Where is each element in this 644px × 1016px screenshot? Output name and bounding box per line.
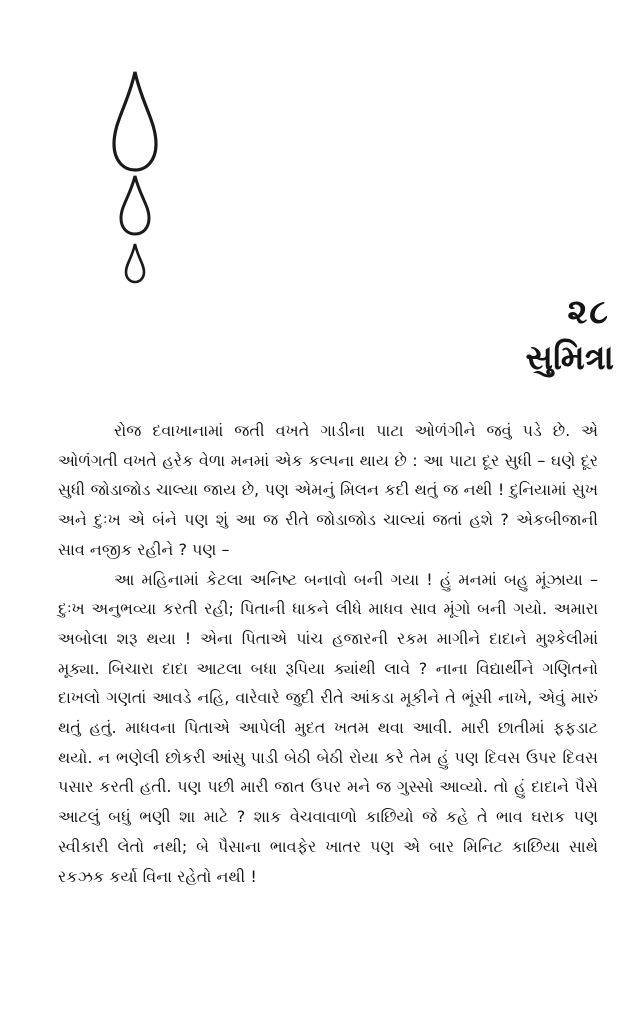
small-drop-icon (126, 244, 144, 282)
large-drop-icon (114, 72, 156, 170)
chapter-body (58, 416, 598, 891)
chapter-number: ૨૮ (567, 292, 610, 332)
chapter-title: સુમિત્રા (525, 338, 614, 378)
paragraph-2: આ મહિનામાં કેટલા અનિષ્ટ બનાવો બની ગયા ! હું મનમાં બહુ મૂંઝાયા – દુઃખ અનુભવ્યા કરતી રહી; પિતાની ધાકને લીધે માધવ સાવ મૂંગો બની ગયો. અમારા અબોલા શરૂ થયા ! એના પિતાએ પાંચ હજારની રકમ માગીને દાદાને મુશ્કેલીમાં મૂક્યા. બિચારા દાદા આટલા બધા રૂપિયા ક્યાંથી લાવે ? નાના વિદ્યાર્થીને ગણિતનો દાખલો ગણતાં આવડે નહિ, વારેવારે જુદી રીતે આંકડા મૂકીને તે ભૂંસી નાખે, એવું મારું થતું હતું. માધવના પિતાએ આપેલી મુદત ખતમ થવા આવી. મારી છાતીમાં ફફડાટ થયો. ન ભણેલી છોકરી આંસુ પાડી બેઠી બેઠી રોયા કરે તેમ હું પણ દિવસ ઉપર દિવસ પસાર કરતી હતી. પણ પછી મારી જાત ઉપર મને જ ગુસ્સો આવ્યો. તો હું દાદાને પૈસે આટલું બધું ભણી શા માટે ? શાક વેચવાવાળો કાછિયો જે કહે તે ભાવ ઘરાક પણ સ્વીકારી લેતો નથી; બે પૈસાના ભાવફેર ખાતર પણ એ બાર મિનિટ કાછિયા સાથે રકઝક કર્યા વિના રહેતો નથી ! (58, 569, 598, 886)
three-drops-icon (108, 64, 178, 294)
medium-drop-icon (121, 176, 149, 234)
paragraph-1: રોજ દવાખાનામાં જતી વખતે ગાડીના પાટા ઓળંગીને જવું પડે છે. એ ઓળંગતી વખતે હરેક વેળા મનમાં એક કલ્પના થાય છે : આ પાટા દૂર સુધી – ઘણે દૂર સુધી જોડાજોડ ચાલ્યા જાય છે, પણ એમનું મિલન કદી થતું જ નથી ! દુનિયામાં સુખ અને દુઃખ એ બંને પણ શું આ જ રીતે જોડાજોડ ચાલ્યાં જતાં હશે ? એકબીજાની સાવ નજીક રહીને ? પણ – (58, 421, 598, 559)
